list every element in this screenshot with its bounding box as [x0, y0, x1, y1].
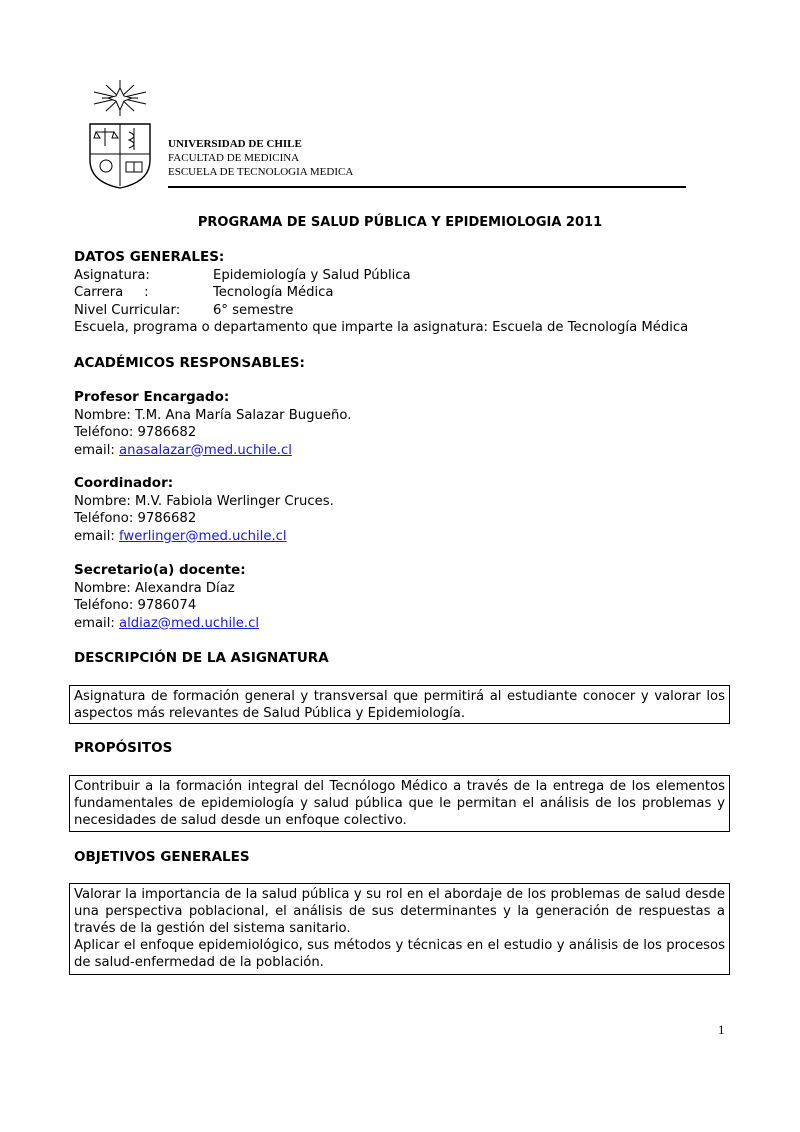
secretario-telefono: Teléfono: 9786074	[74, 598, 197, 613]
secretario-email-row	[74, 615, 259, 633]
descripcion-box: Asignatura de formación general y transversal que permitirá al estudiante conocer y valorar los aspectos más relevantes de Salud Pública y Epidemiología.	[69, 685, 730, 724]
escuela-row: Escuela, programa o departamento que imparte la asignatura: Escuela de Tecnología Médica	[74, 320, 689, 335]
coordinador-heading: Coordinador:	[74, 475, 174, 491]
profesor-telefono: Teléfono: 9786682	[74, 425, 197, 440]
propositos-box: Contribuir a la formación integral del Tecnólogo Médico a través de la entrega de los elementos fundamentales de epidemiología y salud pública que le permitan el análisis de los problemas y necesidades de salud desde un enfoque colectivo.	[69, 775, 730, 832]
carrera-row	[74, 284, 688, 302]
coordinador-nombre: Nombre: M.V. Fabiola Werlinger Cruces.	[74, 493, 334, 509]
page-number: 1	[718, 1022, 725, 1037]
academicos-heading	[74, 355, 305, 373]
profesor-email-link[interactable]: anasalazar@med.uchile.cl	[119, 442, 292, 458]
carrera-label: Carrera :	[74, 285, 149, 300]
profesor-nombre: Nombre: T.M. Ana María Salazar Bugueño.	[74, 407, 352, 423]
carrera-value: Tecnología Médica	[213, 285, 334, 300]
academicos-heading-text: ACADÉMICOS RESPONSABLES:	[74, 355, 305, 371]
nivel-row	[74, 302, 688, 320]
page-title: PROGRAMA DE SALUD PÚBLICA Y EPIDEMIOLOGIA 2011	[197, 215, 603, 230]
secretario-email-label: email:	[74, 615, 120, 631]
star-icon	[94, 80, 146, 116]
faculty-name: FACULTAD DE MEDICINA	[168, 152, 300, 164]
coordinador-email-row	[74, 528, 334, 546]
coordinador-telefono: Teléfono: 9786682	[74, 511, 197, 526]
objetivo-1: Valorar la importancia de la salud pública y su rol en el abordaje de los problemas de salud desde una perspectiva poblacional, el análisis de sus determinantes y la generación de respuestas a través de la gestión del sistema sanitario.	[74, 887, 725, 936]
objetivo-2: Aplicar el enfoque epidemiológico, sus métodos y técnicas en el estudio y análisis de los procesos de salud-enfermedad de la población.	[74, 938, 725, 970]
secretario-section	[74, 562, 259, 632]
objetivos-box	[69, 883, 730, 975]
profesor-email-label: email:	[74, 442, 120, 458]
university-name: UNIVERSIDAD DE CHILE	[168, 138, 302, 150]
asignatura-value: Epidemiología y Salud Pública	[213, 267, 411, 283]
institution-header	[168, 137, 353, 179]
secretario-nombre: Nombre: Alexandra Díaz	[74, 580, 235, 596]
asignatura-row	[74, 267, 688, 285]
objetivos-heading: OBJETIVOS GENERALES	[74, 849, 250, 865]
nivel-value: 6° semestre	[213, 302, 294, 318]
secretario-heading: Secretario(a) docente:	[74, 562, 246, 578]
profesor-email-row	[74, 442, 351, 460]
profesor-heading: Profesor Encargado:	[74, 389, 230, 405]
school-name: ESCUELA DE TECNOLOGIA MEDICA	[168, 166, 354, 178]
datos-generales-heading: DATOS GENERALES:	[74, 249, 225, 265]
header-divider	[168, 186, 686, 188]
descripcion-heading: DESCRIPCIÓN DE LA ASIGNATURA	[74, 650, 329, 666]
coordinador-email-link[interactable]: fwerlinger@med.uchile.cl	[119, 528, 287, 544]
coordinador-section	[74, 475, 334, 545]
coordinador-email-label: email:	[74, 528, 120, 544]
secretario-email-link[interactable]: aldiaz@med.uchile.cl	[119, 615, 260, 631]
nivel-label: Nivel Curricular:	[74, 302, 181, 318]
asignatura-label: Asignatura:	[74, 267, 150, 283]
datos-generales-section	[74, 249, 688, 337]
profesor-section	[74, 389, 351, 459]
propositos-heading: PROPÓSITOS	[74, 740, 173, 756]
university-crest-logo	[84, 80, 156, 190]
